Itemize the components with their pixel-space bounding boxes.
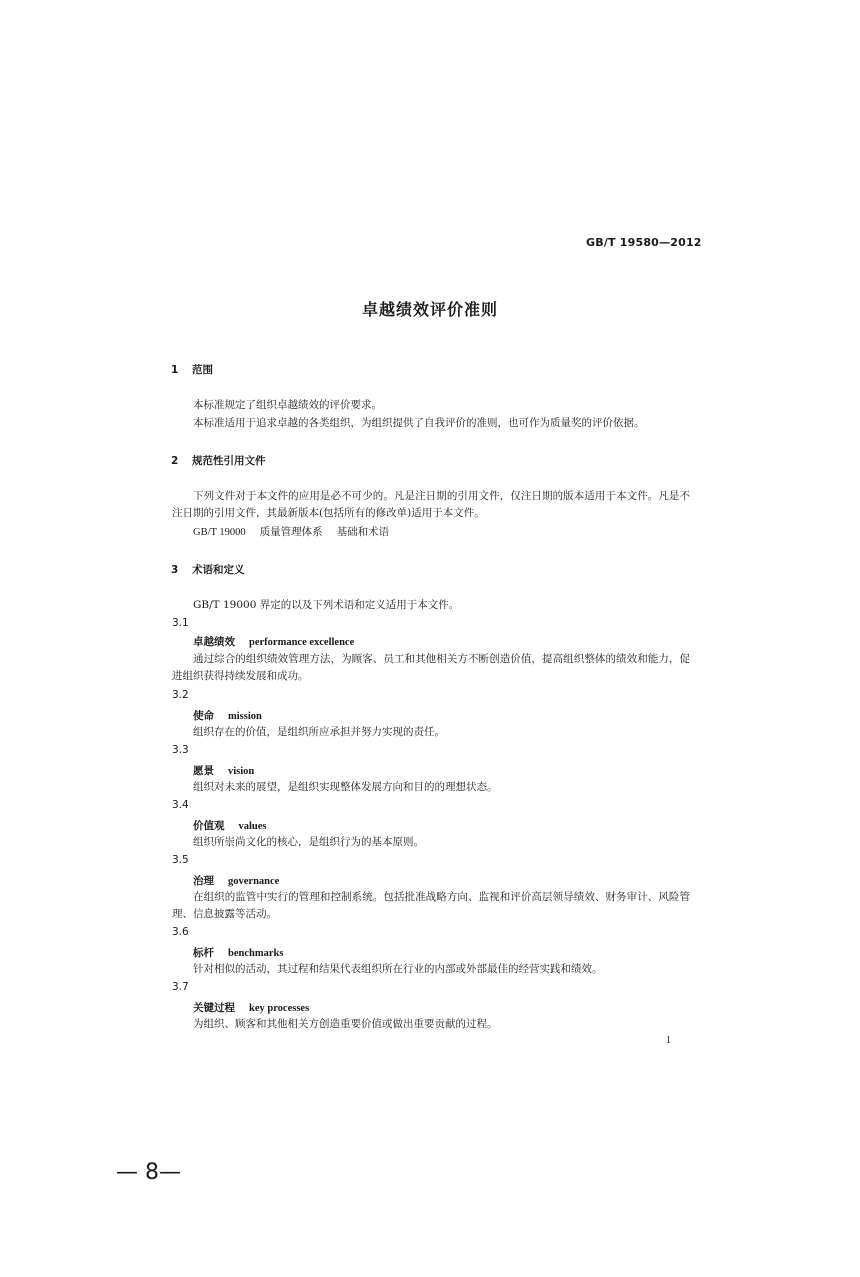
term-definition: 组织对未来的展望，是组织实现整体发展方向和目的的理想状态。 bbox=[193, 781, 498, 793]
term-definition: 组织存在的价值，是组织所应承担并努力实现的责任。 bbox=[193, 726, 445, 738]
term-entry bbox=[193, 708, 262, 723]
standard-code: GB/T 19580—2012 bbox=[586, 236, 702, 249]
section-1-para-1: 本标准规定了组织卓越绩效的评价要求。 bbox=[193, 399, 382, 411]
clause-number: 3.2 bbox=[172, 689, 189, 701]
document-title: 卓越绩效评价准则 bbox=[361, 300, 498, 319]
term-definition: 在组织的监管中实行的管理和控制系统。包括批准战略方向、监视和评价高层领导绩效、财务审计、风险管理、信息披露等活动。 bbox=[172, 891, 690, 920]
section-1-para-2: 本标准适用于追求卓越的各类组织，为组织提供了自我评价的准则，也可作为质量奖的评价依据。 bbox=[193, 417, 645, 429]
section-2-heading bbox=[171, 453, 266, 468]
term-definition: 组织所崇尚文化的核心，是组织行为的基本原则。 bbox=[193, 836, 424, 848]
term-entry bbox=[193, 763, 254, 778]
section-1-number: 1 bbox=[171, 364, 179, 376]
term-en: key processes bbox=[249, 1003, 310, 1014]
section-3-intro: GB/T 19000 界定的以及下列术语和定义适用于本文件。 bbox=[193, 599, 460, 611]
footer-page-marker: — 8— bbox=[116, 1160, 181, 1185]
term-entry bbox=[193, 818, 267, 833]
reference-title: 质量管理体系 bbox=[259, 526, 323, 538]
section-3-heading bbox=[171, 562, 245, 577]
normative-reference bbox=[193, 524, 389, 541]
term-entry bbox=[193, 945, 283, 960]
term-en: governance bbox=[228, 876, 280, 887]
term-zh: 治理 bbox=[193, 875, 214, 887]
term-en: mission bbox=[228, 711, 262, 722]
clause-number: 3.6 bbox=[172, 926, 189, 938]
section-3-number: 3 bbox=[171, 564, 179, 576]
clause-number: 3.5 bbox=[172, 854, 189, 866]
term-en: values bbox=[238, 821, 267, 832]
page-number: 1 bbox=[666, 1035, 671, 1046]
term-entry bbox=[193, 1000, 309, 1015]
term-zh: 卓越绩效 bbox=[193, 636, 235, 648]
term-definition: 针对相似的活动，其过程和结果代表组织所在行业的内部或外部最佳的经营实践和绩效。 bbox=[193, 963, 603, 975]
term-zh: 使命 bbox=[193, 710, 214, 722]
term-definition: 通过综合的组织绩效管理方法，为顾客、员工和其他相关方不断创造价值，提高组织整体的绩效和能力，促进组织获得持续发展和成功。 bbox=[172, 653, 690, 682]
clause-number: 3.4 bbox=[172, 799, 189, 811]
reference-code: GB/T 19000 bbox=[193, 527, 246, 538]
section-1-heading bbox=[171, 362, 213, 377]
term-en: performance excellence bbox=[249, 637, 355, 648]
term-zh: 关键过程 bbox=[193, 1002, 235, 1014]
section-3-title: 术语和定义 bbox=[192, 564, 245, 576]
clause-number: 3.7 bbox=[172, 981, 189, 993]
clause-number: 3.1 bbox=[172, 617, 189, 629]
section-2-para-1: 下列文件对于本文件的应用是必不可少的。凡是注日期的引用文件，仅注日期的版本适用于本文件。凡是不注日期的引用文件，其最新版本(包括所有的修改单)适用于本文件。 bbox=[172, 490, 690, 519]
reference-subtitle: 基础和术语 bbox=[336, 526, 390, 538]
term-entry bbox=[193, 873, 279, 888]
term-en: benchmarks bbox=[228, 948, 284, 959]
term-en: vision bbox=[228, 766, 255, 777]
term-entry bbox=[193, 634, 354, 649]
section-1-title: 范围 bbox=[192, 364, 213, 376]
section-2-number: 2 bbox=[171, 455, 179, 467]
term-definition: 为组织、顾客和其他相关方创造重要价值或做出重要贡献的过程。 bbox=[193, 1018, 498, 1030]
section-2-title: 规范性引用文件 bbox=[192, 455, 266, 467]
term-zh: 愿景 bbox=[193, 765, 214, 777]
term-zh: 标杆 bbox=[193, 947, 214, 959]
term-zh: 价值观 bbox=[193, 820, 225, 832]
clause-number: 3.3 bbox=[172, 744, 189, 756]
